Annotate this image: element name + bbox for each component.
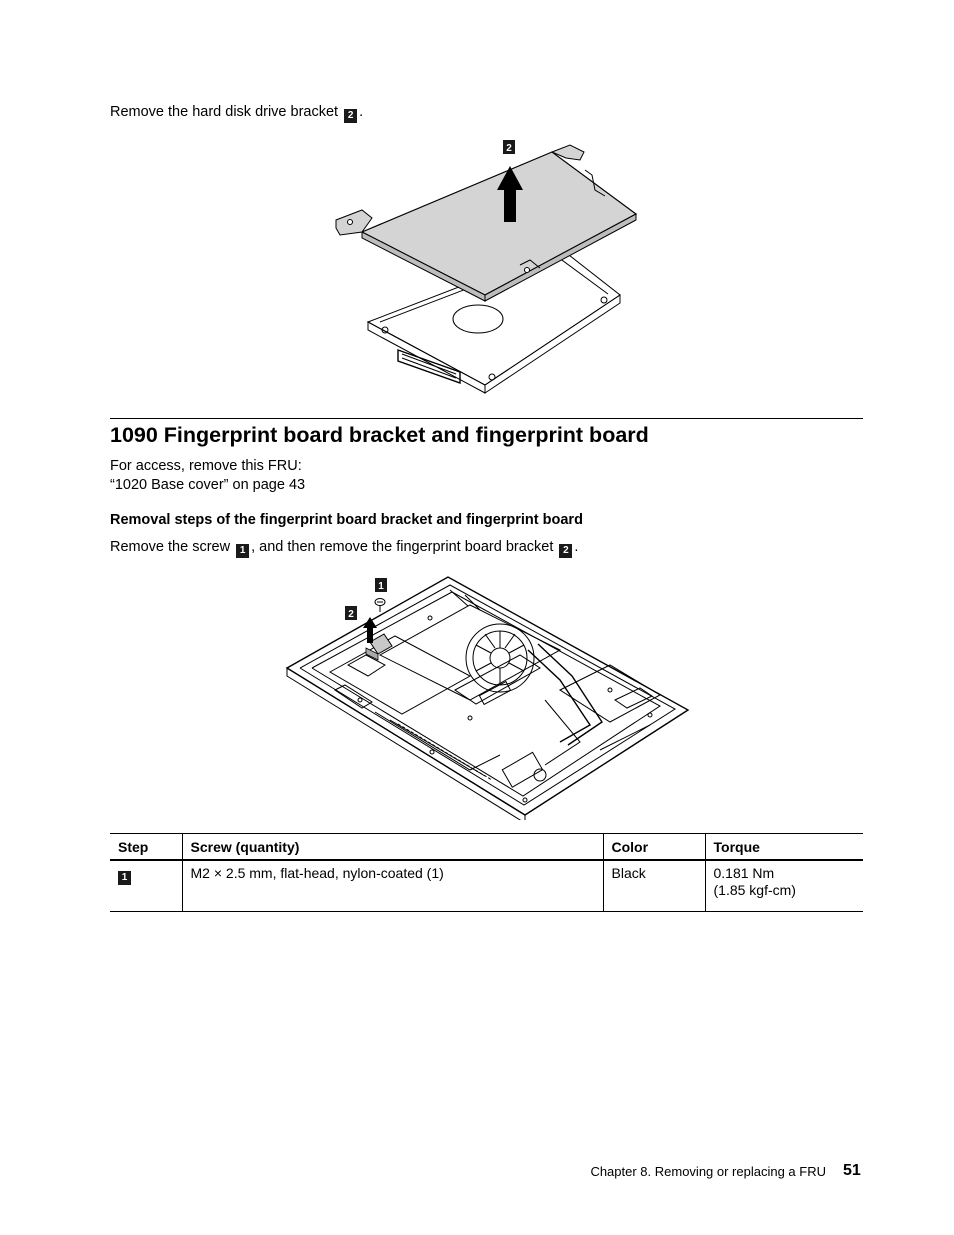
table-cell-torque xyxy=(705,860,863,912)
table-row xyxy=(110,860,863,912)
callout-badge-text: 2 xyxy=(506,143,512,154)
callout-badge: 2 xyxy=(559,544,572,558)
torque-value-alt: (1.85 kgf-cm) xyxy=(713,882,796,898)
step-end: . xyxy=(574,539,579,555)
intro-end: . xyxy=(359,104,364,120)
section-title: 1090 Fingerprint board bracket and fingerprint board xyxy=(110,423,649,447)
callout-badge-text: 1 xyxy=(378,581,384,592)
step-text-a: Remove the screw xyxy=(110,539,231,555)
table-cell-step xyxy=(110,860,182,912)
table-header: Color xyxy=(603,834,705,861)
callout-badge-text: 2 xyxy=(348,609,354,620)
footer-chapter: Chapter 8. Removing or replacing a FRU xyxy=(590,1164,826,1179)
screw-icon xyxy=(375,599,385,613)
torque-value: 0.181 Nm xyxy=(713,865,775,881)
callout-badge: 1 xyxy=(118,871,131,885)
screw-table xyxy=(110,833,863,912)
table-header: Torque xyxy=(705,834,863,861)
table-cell-screw: M2 × 2.5 mm, flat-head, nylon-coated (1) xyxy=(182,860,603,912)
access-link[interactable]: “1020 Base cover” on page 43 xyxy=(110,477,306,493)
intro-text: Remove the hard disk drive bracket xyxy=(110,104,339,120)
table-header-row xyxy=(110,834,863,861)
section-divider xyxy=(110,418,863,419)
step-text-b: , and then remove the fingerprint board bracket xyxy=(251,539,554,555)
intro-instruction xyxy=(110,104,363,123)
hdd-bracket-illustration xyxy=(330,135,650,397)
access-line: For access, remove this FRU: xyxy=(110,458,302,474)
callout-badge: 1 xyxy=(236,544,249,558)
fingerprint-bracket-illustration xyxy=(280,572,695,820)
table-header: Screw (quantity) xyxy=(182,834,603,861)
callout-badge: 2 xyxy=(344,109,357,123)
hdd-bracket xyxy=(336,145,636,301)
table-header: Step xyxy=(110,834,182,861)
step-instruction xyxy=(110,539,578,558)
table-cell-color: Black xyxy=(603,860,705,912)
removal-subheading: Removal steps of the fingerprint board bracket and fingerprint board xyxy=(110,512,583,528)
page-number: 51 xyxy=(843,1162,861,1179)
